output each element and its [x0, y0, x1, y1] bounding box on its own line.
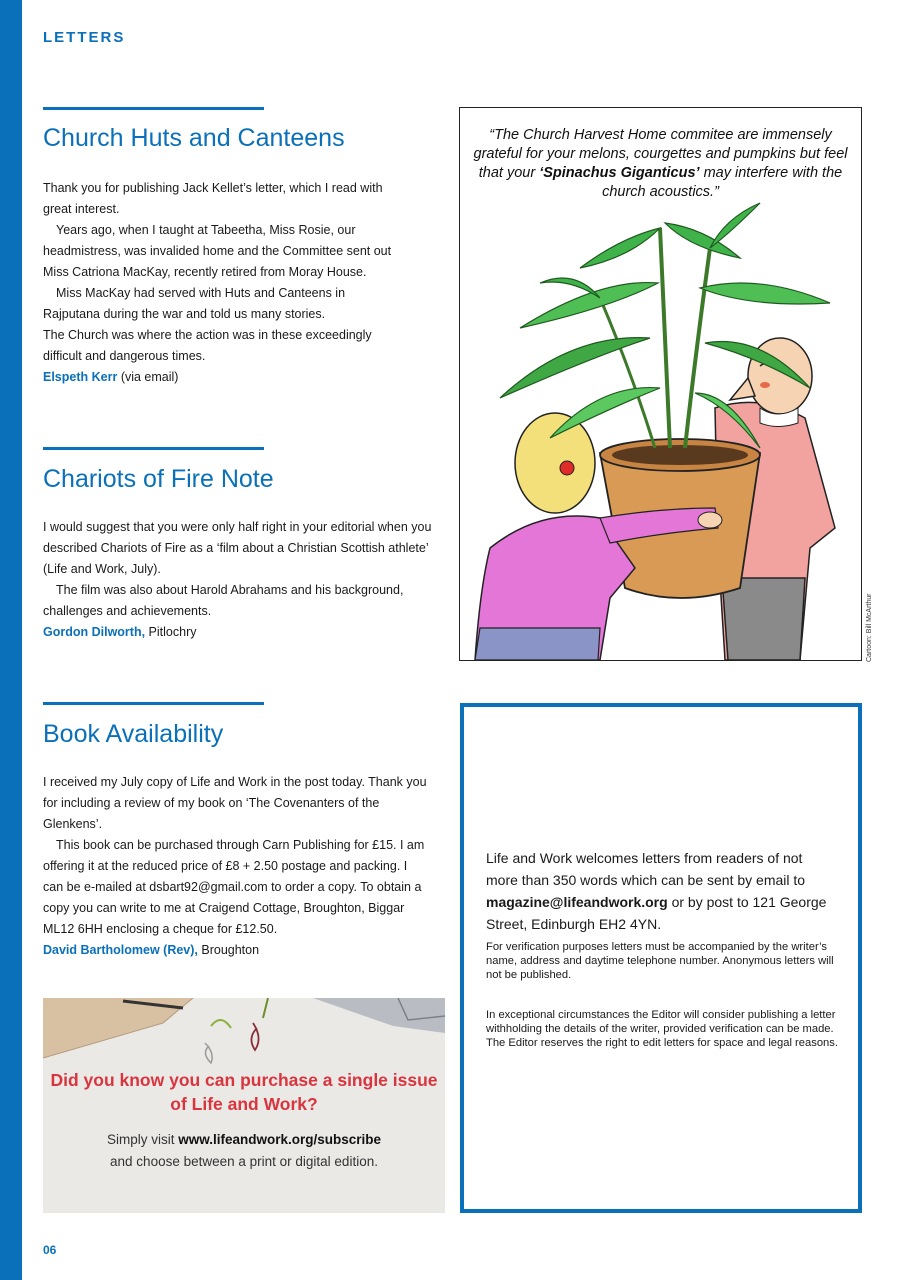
letter-body [43, 178, 393, 388]
letter-author: David Bartholomew (Rev), [43, 943, 198, 957]
cartoon-illustration [460, 108, 861, 660]
heading-rule [43, 702, 264, 705]
info-email-link[interactable]: magazine@lifeandwork.org [486, 894, 668, 910]
letters-info-box [460, 703, 862, 1213]
heading-rule [43, 447, 264, 450]
letter-paragraph: Years ago, when I taught at Tabeetha, Miss Rosie, our headmistress, was invalided home and the Committee sent out Miss Catriona MacKay, recently retired from Moray House. [43, 223, 392, 279]
info-exceptional: In exceptional circumstances the Editor will consider publishing a letter withholding the details of the writer, provided verification can be made. The Editor reserves the right to edit letters for space and legal reasons. [486, 1009, 838, 1049]
letter-author-location: (via email) [117, 370, 179, 384]
promo-link[interactable]: www.lifeandwork.org/subscribe [178, 1132, 382, 1147]
letter-paragraph: I would suggest that you were only half right in your editorial when you described Chariots of Fire as a ‘film about a Christian Scottish athlete’ (Life and Work, July). [43, 520, 432, 576]
info-intro: Life and Work welcomes letters from readers of not more than 350 words which can be sent by email to magazine@lifeandwork.org or by post to 121 George Street, Edinburgh EH2 4YN. [486, 850, 827, 932]
heading-rule [43, 107, 264, 110]
letter-title: Chariots of Fire Note [43, 465, 274, 493]
letter-signature [43, 622, 443, 643]
info-verification: For verification purposes letters must be accompanied by the writer’s name, address and daytime telephone number. Anonymous letters will not be published. [486, 941, 834, 981]
letter-paragraph: The film was also about Harold Abrahams and his background, challenges and achievements. [43, 583, 404, 618]
letter-author: Gordon Dilworth, [43, 625, 146, 639]
letter-signature [43, 367, 393, 388]
letter-title: Church Huts and Canteens [43, 124, 345, 152]
cartoon-panel [459, 107, 862, 661]
cartoon-caption-bold: ‘Spinachus Giganticus’ [539, 165, 700, 181]
letter-author: Elspeth Kerr [43, 370, 118, 384]
letter-author-location: Pitlochry [145, 625, 197, 639]
promo-box [43, 998, 445, 1213]
side-accent-bar [0, 0, 22, 1280]
promo-body: Simply visit www.lifeandwork.org/subscribe and choose between a print or digital edition. [106, 1132, 382, 1169]
promo-headline: Did you know you can purchase a single issue of Life and Work? [50, 1070, 438, 1114]
letter-paragraph: I received my July copy of Life and Work in the post today. Thank you for including a review of my book on ‘The Covenanters of the Glenkens’. [43, 775, 427, 831]
cartoon-caption: “The Church Harvest Home commitee are immensely grateful for your melons, courgettes and pumpkins but feel that your ‘Spinachus Giganticus’ may interfere with the church acoustics.” [473, 127, 848, 200]
letter-body [43, 517, 443, 643]
letter-paragraph: This book can be purchased through Carn Publishing for £15. I am offering it at the reduced price of £8 + 2.50 postage and packing. I can be e-mailed at dsbart92@gmail.com to order a copy. To obtain a copy you can write to me at Craigend Cottage, Broughton, Biggar ML12 6HH enclosing a cheque for £12.50. [43, 838, 425, 936]
letter-paragraph: The Church was where the action was in these exceedingly difficult and dangerous times. [43, 328, 372, 363]
letter-author-location: Broughton [197, 943, 260, 957]
section-label: LETTERS [43, 29, 126, 46]
letter-paragraph: Miss MacKay had served with Huts and Canteens in Rajputana during the war and told us many stories. [43, 286, 346, 321]
cartoon-credit: Cartoon: Bill McArthur [866, 593, 873, 662]
letter-title: Book Availability [43, 720, 224, 748]
page-number: 06 [43, 1243, 57, 1257]
letter-body [43, 772, 428, 961]
letter-signature [43, 940, 428, 961]
letter-paragraph: Thank you for publishing Jack Kellet’s letter, which I read with great interest. [43, 181, 383, 216]
